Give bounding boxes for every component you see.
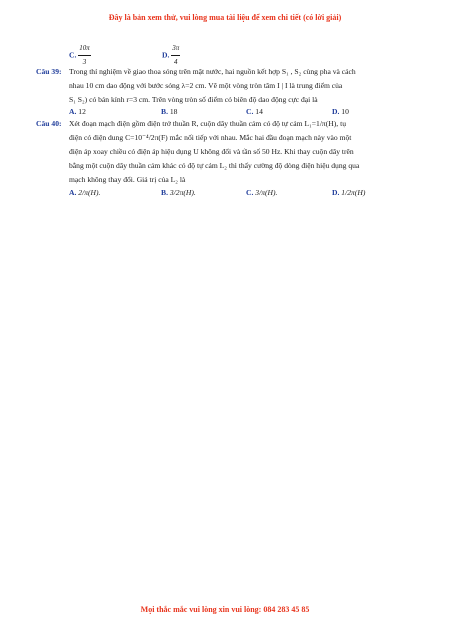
question-40-line-2: điện có điện dung C=10⁻⁴/2π(F) mắc nối tiếp với nhau. Mắc hai đầu đoạn mạch này vào một xyxy=(69,133,352,142)
q40-option-a-text: 2/π(H). xyxy=(78,188,101,197)
q40-option-c-text: 3/π(H). xyxy=(255,188,278,197)
q39-option-d-text: 10 xyxy=(341,107,349,116)
question-39-line-2: nhau 10 cm dao động với bước sóng λ=2 cm. Vẽ một vòng tròn tâm I | I là trung điểm của xyxy=(69,81,343,90)
prev-options xyxy=(69,42,409,69)
q39-option-c-label: C. xyxy=(246,107,254,116)
q40-option-c-label: C. xyxy=(246,188,254,197)
q39-option-c-text: 14 xyxy=(255,107,263,116)
question-40-line-5: mạch không thay đổi. Giá trị của L₂ là xyxy=(69,175,186,184)
option-d-label: D. xyxy=(162,50,170,60)
q40-option-b-label: B. xyxy=(161,188,168,197)
question-39-line-3: S₁ S₂) có bán kính r=3 cm. Trên vòng tròn số điểm có biên độ dao động cực đại là xyxy=(69,95,318,104)
option-d-fraction: $\frac{3\pi}{4}$ xyxy=(172,44,180,66)
preview-banner: Đây là bản xem thử, vui lòng mua tài liệu để xem chi tiết (có lời giải) xyxy=(108,13,342,22)
q40-option-b-text: 3/2π(H). xyxy=(169,188,196,197)
q39-option-b-label: B. xyxy=(161,107,168,116)
q39-option-b-text: 18 xyxy=(169,107,178,116)
question-39-line-1: Trong thí nghiệm về giao thoa sóng trên mặt nước, hai nguồn kết hợp S₁ , S₂ cùng pha và cách xyxy=(69,67,356,76)
question-40-line-3: điện áp xoay chiều có điện áp hiệu dụng U không đổi và tần số 50 Hz. Khi thay cuộn dây trên xyxy=(69,147,354,156)
question-40-line-1: Xét đoạn mạch điện gồm điện trở thuần R, cuộn dây thuần cảm có độ tự cảm L₁=1/π(H), tụ xyxy=(69,119,347,128)
option-c-fraction: $\frac{10\pi}{3}$ xyxy=(79,44,90,66)
footer-contact: Mọi thắc mắc vui lòng xin vui lòng: 084 283 45 85 xyxy=(140,605,310,614)
question-40-label: Câu 40: xyxy=(36,119,62,128)
q40-option-d-text: 1/2π(H) xyxy=(341,188,366,197)
q39-option-a-label: A. xyxy=(69,107,77,116)
q39-option-a-text: 12 xyxy=(78,107,86,116)
q40-option-a-label: A. xyxy=(69,188,77,197)
q40-option-d-label: D. xyxy=(332,188,340,197)
q39-option-d-label: D. xyxy=(332,107,340,116)
question-39-label: Câu 39: xyxy=(36,67,62,76)
option-c-label: C. xyxy=(69,50,77,60)
question-40-line-4: bằng một cuộn dây thuần cảm khác có độ tự cảm L₂ thì thấy cường độ dòng điện hiệu dụng qua xyxy=(69,161,360,170)
prev-option-d xyxy=(162,42,180,69)
